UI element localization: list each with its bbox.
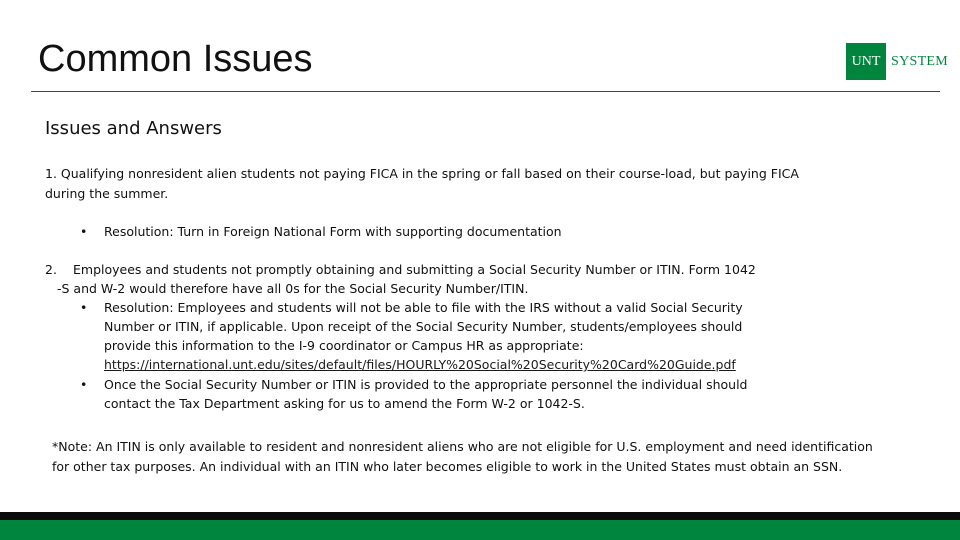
- bullet-marker: •: [80, 224, 88, 239]
- issue-2-amend-step: [80, 375, 780, 413]
- bullet-marker: •: [80, 300, 88, 315]
- issue-2-number: 2.: [45, 262, 57, 277]
- logo-system-text: SYSTEM: [891, 53, 949, 69]
- footer-green-bar: [0, 520, 960, 540]
- page-title: Common Issues: [38, 38, 313, 80]
- footer-black-bar: [0, 512, 960, 520]
- issue-2-resolution-text: Resolution: Employees and students will not be able to file with the IRS without a valid Social Security Number or ITIN, if applicable. Upon receipt of the Social Security Number, students/employees should provide this information to the I-9 coordinator or Campus HR as appropriate:: [104, 300, 743, 353]
- itin-note: *Note: An ITIN is only available to resident and nonresident aliens who are not eligible for U.S. employment and need identification for other tax purposes. An individual with an ITIN who later becomes eligible to work in the United States must obtain an SSN.: [52, 439, 873, 474]
- issue-1-text: 1. Qualifying nonresident alien students not paying FICA in the spring or fall based on their course-load, but paying FICA during the summer.: [45, 166, 799, 201]
- issue-1-resolution-text: Resolution: Turn in Foreign National Form with supporting documentation: [104, 224, 562, 239]
- issue-2-text-line2: -S and W-2 would therefore have all 0s for the Social Security Number/ITIN.: [57, 281, 529, 296]
- issue-2-amend-text: Once the Social Security Number or ITIN is provided to the appropriate personnel the individual should contact the Tax Department asking for us to amend the Form W-2 or 1042-S.: [104, 377, 748, 411]
- section-subtitle: Issues and Answers: [45, 118, 222, 139]
- issue-2-resolution: [80, 298, 780, 374]
- issue-2-text-line1: Employees and students not promptly obtaining and submitting a Social Security Number or ITIN. Form 1042: [73, 262, 756, 277]
- title-divider: [31, 91, 940, 92]
- unt-system-logo: [846, 43, 948, 80]
- hourly-ssn-guide-link[interactable]: https://international.unt.edu/sites/default/files/HOURLY%20Social%20Security%20Card%20Guide.pdf: [104, 357, 736, 372]
- logo-unt-text: UNT: [846, 43, 886, 80]
- bullet-marker: •: [80, 377, 88, 392]
